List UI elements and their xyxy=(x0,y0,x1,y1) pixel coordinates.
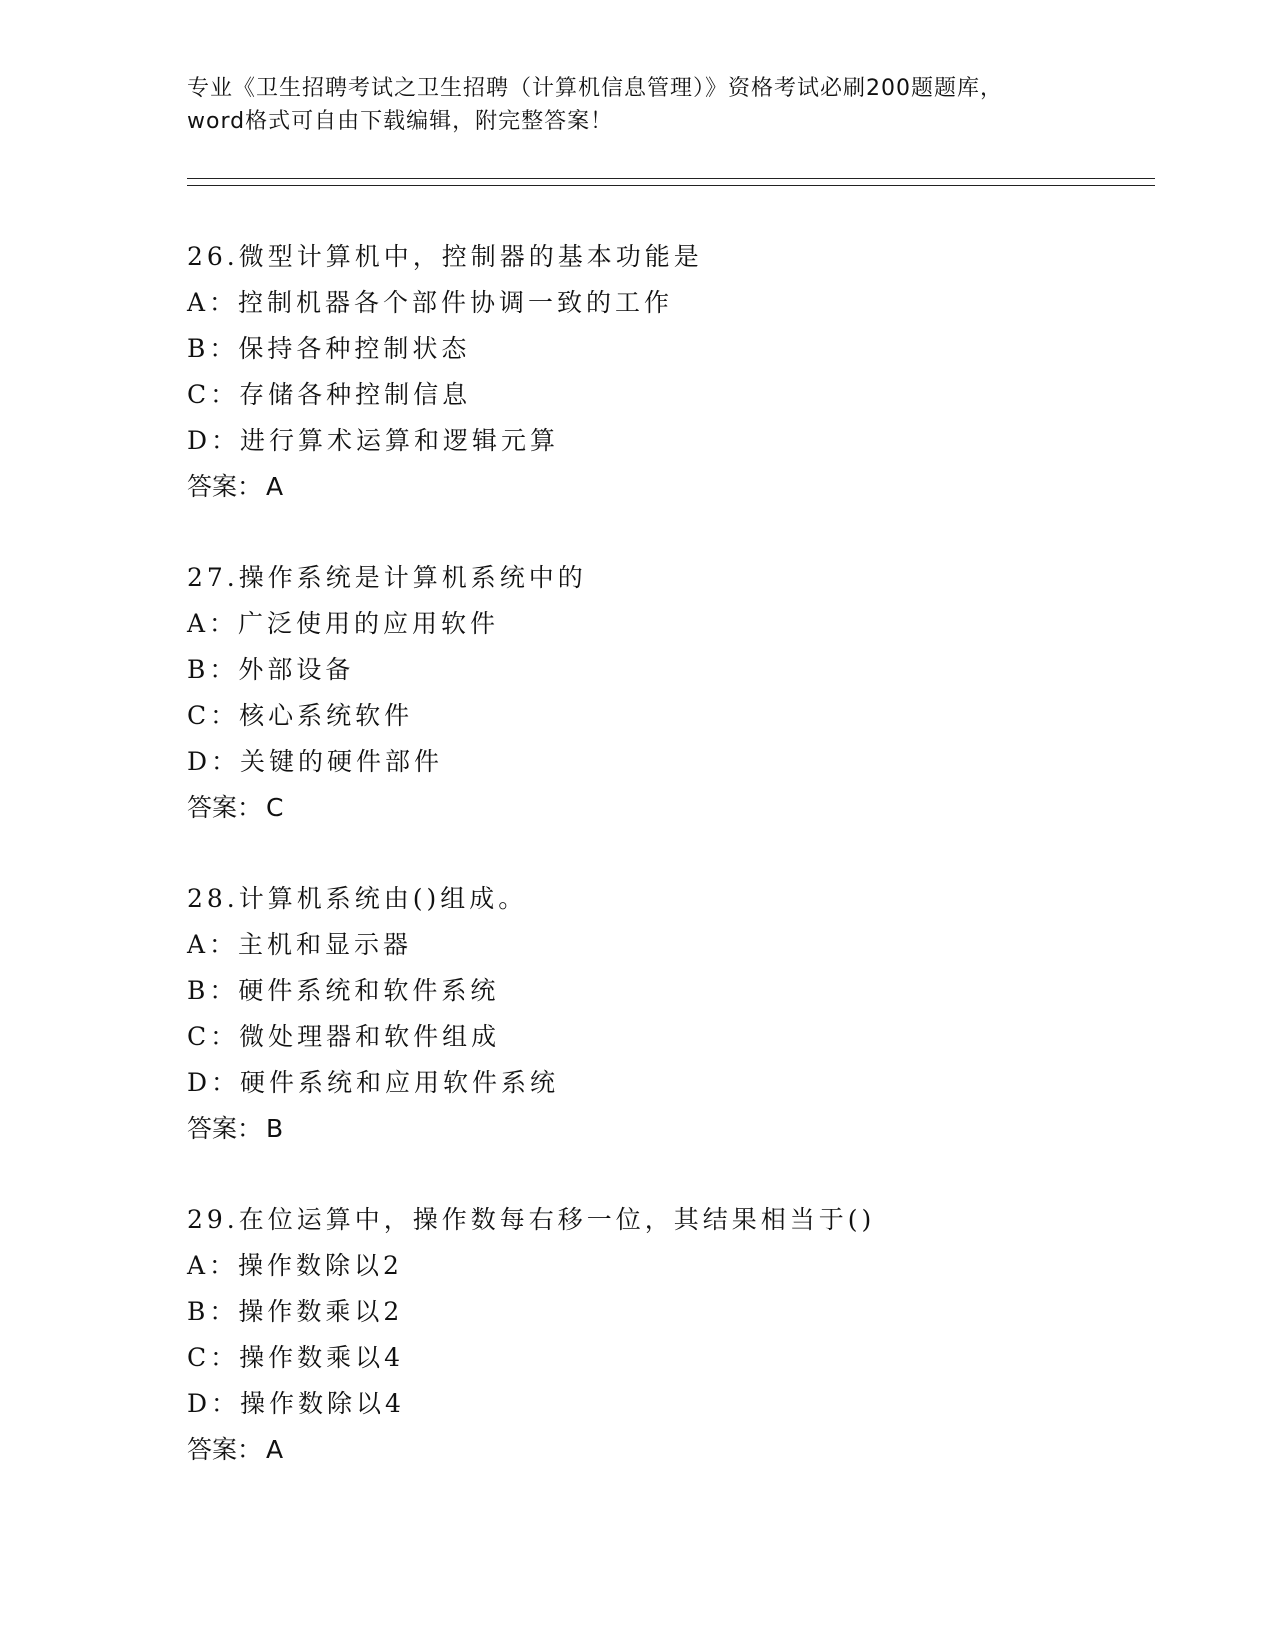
question-stem: 29.在位运算中，操作数每右移一位，其结果相当于() xyxy=(187,1205,876,1234)
option-a: A：控制机器各个部件协调一致的工作 xyxy=(187,288,674,317)
answer-line xyxy=(187,1106,1147,1152)
answer-label: 答案： xyxy=(187,1114,263,1143)
question-stem: 28.计算机系统由()组成。 xyxy=(187,884,528,913)
question-27 xyxy=(187,555,1147,831)
question-list xyxy=(187,234,1147,1518)
option-b: B：操作数乘以2 xyxy=(187,1297,404,1326)
option-a: A：操作数除以2 xyxy=(187,1251,403,1280)
answer-line xyxy=(187,464,1147,510)
option-c: C：微处理器和软件组成 xyxy=(187,1022,501,1051)
option-d: D：关键的硬件部件 xyxy=(187,747,444,776)
option-a: A：主机和显示器 xyxy=(187,930,413,959)
option-a: A：广泛使用的应用软件 xyxy=(187,609,500,638)
question-stem: 27.操作系统是计算机系统中的 xyxy=(187,563,587,592)
header-line-1: 专业《卫生招聘考试之卫生招聘（计算机信息管理）》资格考试必刷200题题库， xyxy=(187,76,1003,101)
answer-line xyxy=(187,1427,1147,1473)
answer-label: 答案： xyxy=(187,1435,263,1464)
question-26 xyxy=(187,234,1147,510)
header-line-2: word格式可自由下载编辑，附完整答案！ xyxy=(187,109,614,134)
answer-label: 答案： xyxy=(187,472,263,501)
option-d: D：进行算术运算和逻辑元算 xyxy=(187,426,560,455)
answer-value: B xyxy=(266,1114,284,1143)
option-d: D：硬件系统和应用软件系统 xyxy=(187,1068,560,1097)
option-b: B：硬件系统和软件系统 xyxy=(187,976,500,1005)
question-29 xyxy=(187,1197,1147,1473)
answer-value: A xyxy=(266,1435,284,1464)
option-c: C：操作数乘以4 xyxy=(187,1343,405,1372)
answer-value: A xyxy=(266,472,284,501)
question-28 xyxy=(187,876,1147,1152)
question-stem: 26.微型计算机中，控制器的基本功能是 xyxy=(187,242,703,271)
header-divider xyxy=(187,178,1155,186)
option-b: B：外部设备 xyxy=(187,655,355,684)
answer-value: C xyxy=(266,793,284,822)
option-c: C：核心系统软件 xyxy=(187,701,414,730)
option-d: D：操作数除以4 xyxy=(187,1389,405,1418)
answer-label: 答案： xyxy=(187,793,263,822)
option-c: C：存储各种控制信息 xyxy=(187,380,472,409)
document-header xyxy=(187,72,1107,138)
answer-line xyxy=(187,785,1147,831)
option-b: B：保持各种控制状态 xyxy=(187,334,471,363)
